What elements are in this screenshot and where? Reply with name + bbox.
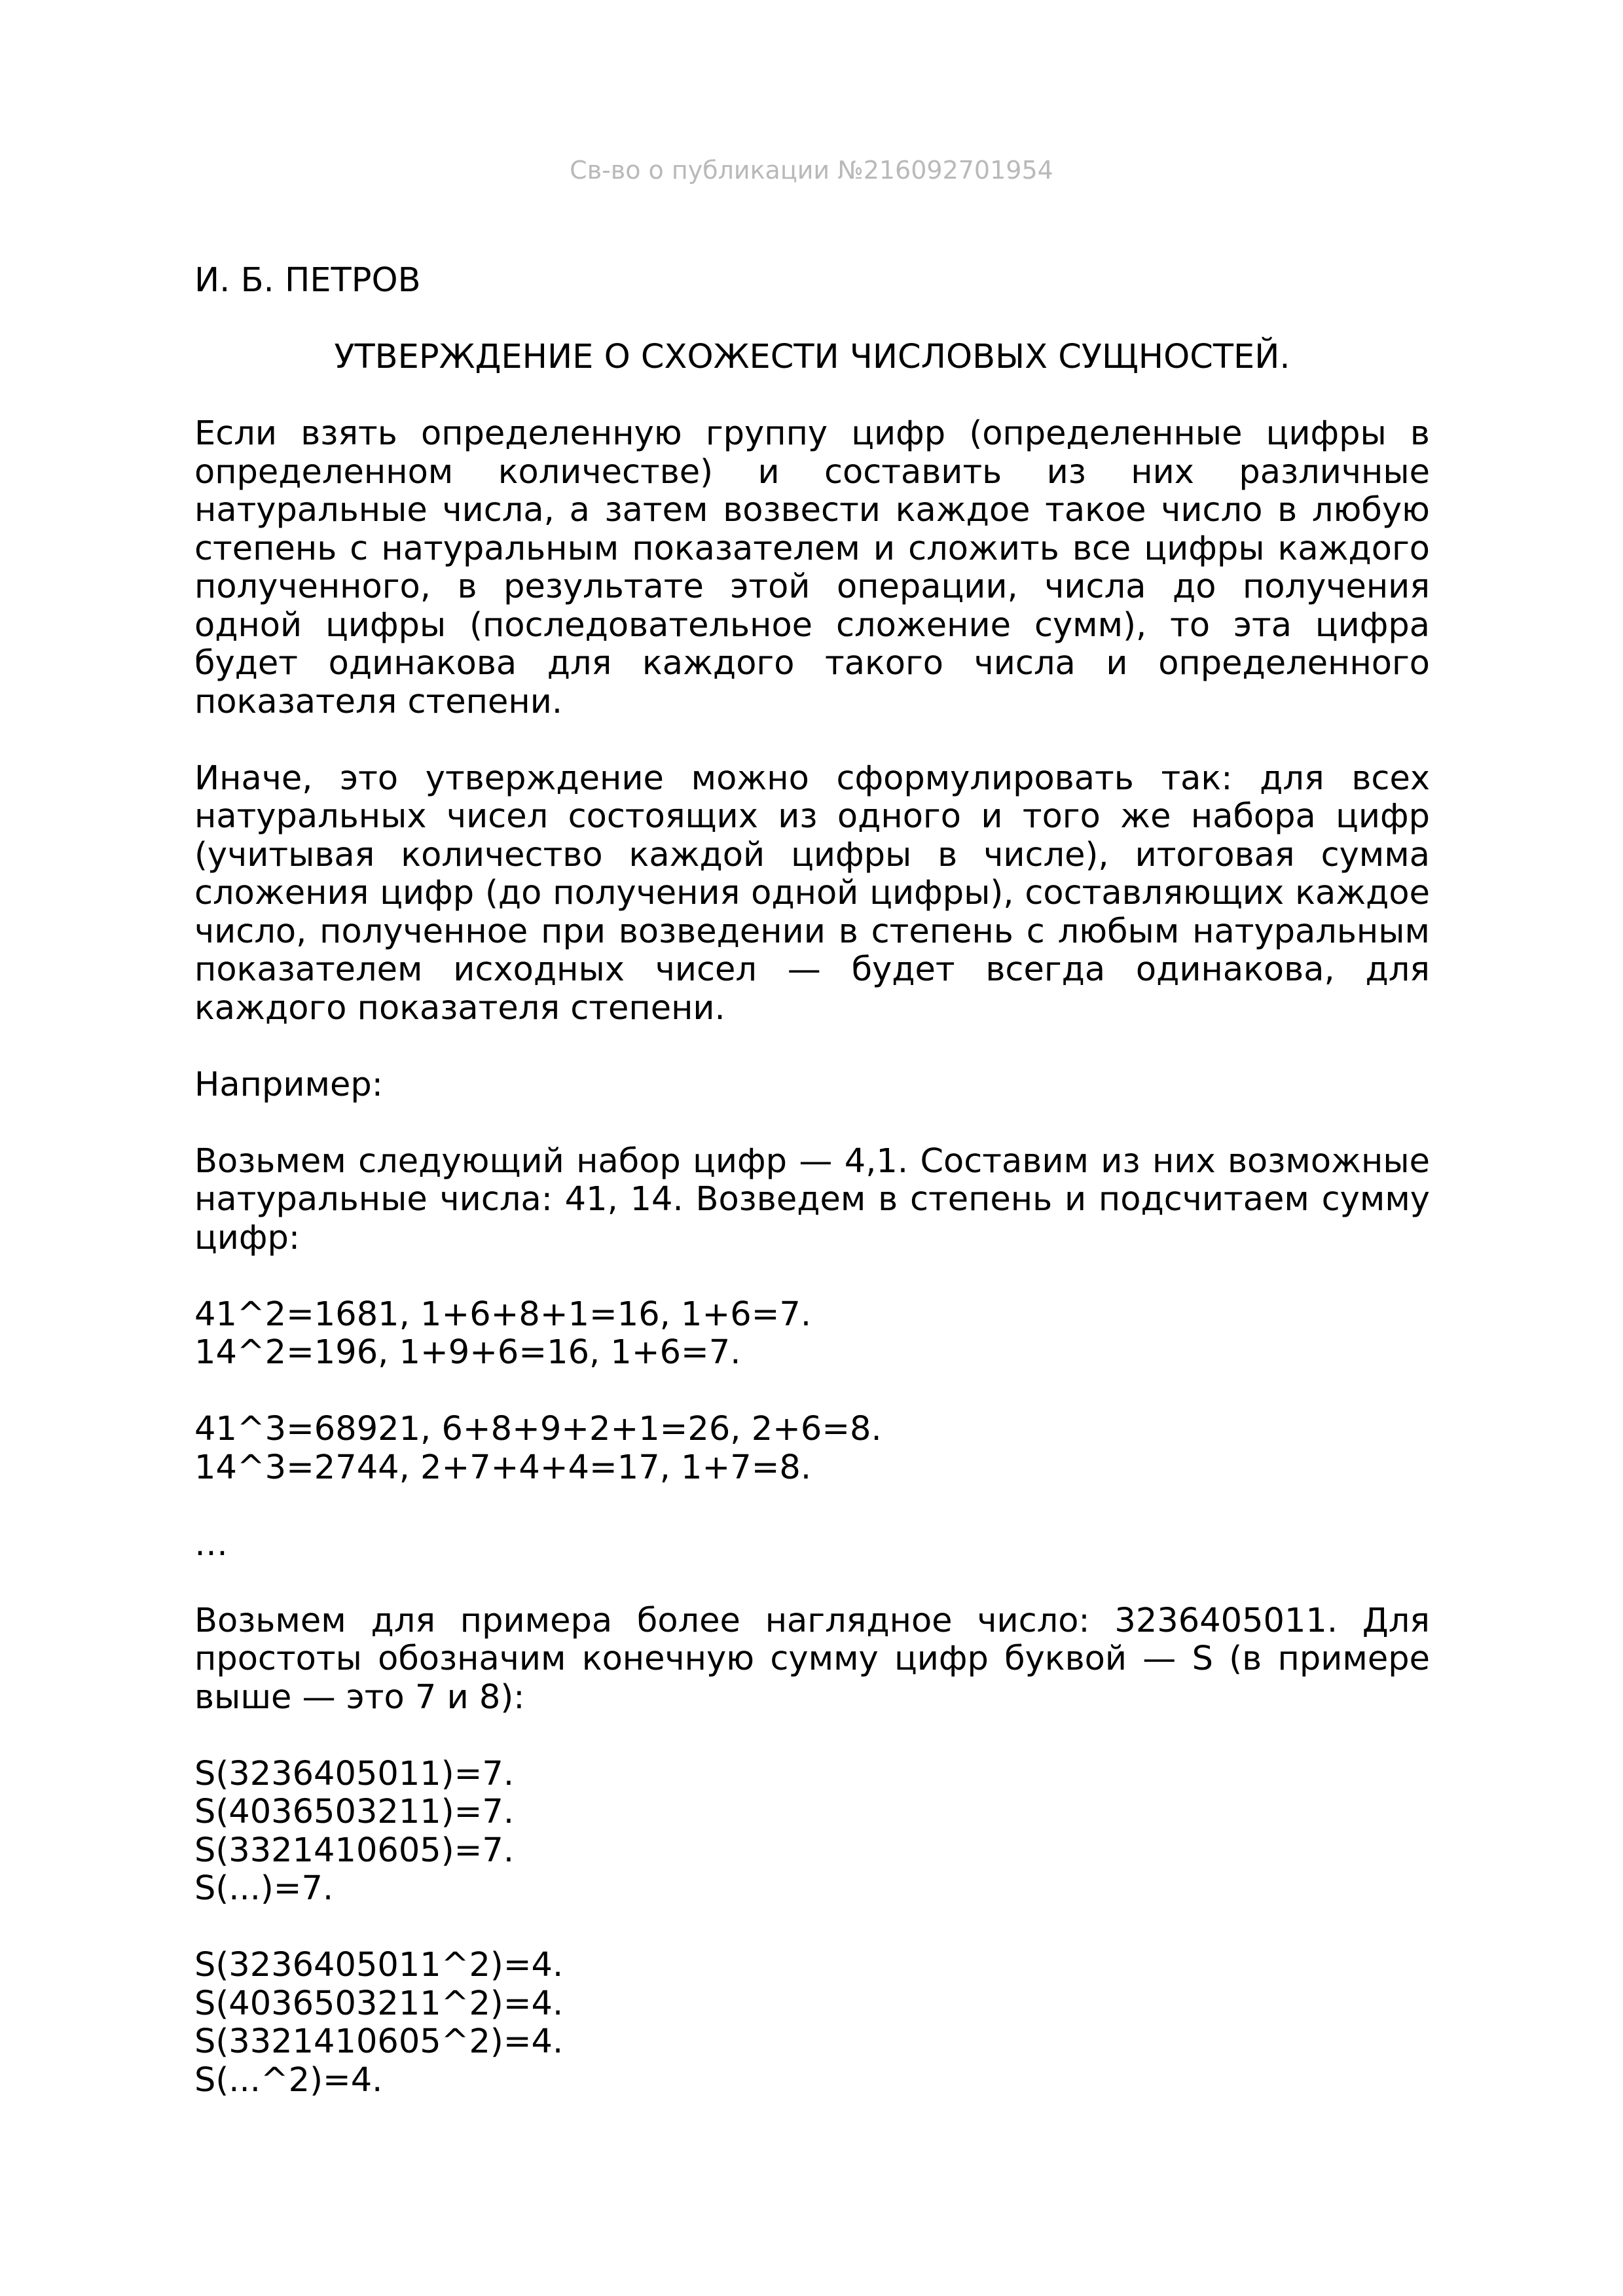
s-square-line: S(...^2)=4. xyxy=(194,2060,383,2100)
s-square-line: S(3321410605^2)=4. xyxy=(194,2022,564,2061)
s-value-line: S(...)=7. xyxy=(194,1869,334,1908)
s-square-line: S(4036503211^2)=4. xyxy=(194,1984,564,2023)
s-value-line: S(3236405011)=7. xyxy=(194,1754,515,1793)
publication-note: Св-во о публикации №216092701954 xyxy=(570,156,1053,185)
example-line: 41^2=1681, 1+6+8+1=16, 1+6=7. xyxy=(194,1295,812,1334)
paragraph-statement: Если взять определенную группу цифр (определенные цифры в определенном количестве) и составить из них различные натуральные числа, а затем возвести каждое такое число в любую степень с натуральным показателем и сложить все цифры каждого полученного, в результате этой операции, числа до получения одной цифры (последовательное сложение сумм), то эта цифра будет одинакова для каждого такого числа и определенного показателя степени. xyxy=(194,414,1430,721)
s-values-list xyxy=(194,1755,1430,1909)
s-squares-list xyxy=(194,1946,1430,2100)
author-name: И. Б. ПЕТРОВ xyxy=(194,261,421,300)
document-title: УТВЕРЖДЕНИЕ О СХОЖЕСТИ ЧИСЛОВЫХ СУЩНОСТЕЙ. xyxy=(334,338,1290,376)
paragraph-example-heading: Например: xyxy=(194,1065,383,1104)
example-line: 14^3=2744, 2+7+4+4=17, 1+7=8. xyxy=(194,1448,812,1487)
example-squares xyxy=(194,1296,1430,1372)
example-cubes xyxy=(194,1410,1430,1487)
s-value-line: S(4036503211)=7. xyxy=(194,1793,515,1831)
s-square-line: S(3236405011^2)=4. xyxy=(194,1946,564,1984)
paragraph-reformulation: Иначе, это утверждение можно сформулировать так: для всех натуральных чисел состоящих из одного и того же набора цифр (учитывая количество каждой цифры в числе), итоговая сумма сложения цифр (до получения одной цифры), составляющих каждое число, полученное при возведении в степень с любым натуральным показателем исходных чисел — будет всегда одинакова, для каждого показателя степени. xyxy=(194,759,1430,1028)
ellipsis: … xyxy=(194,1524,228,1564)
paragraph-example-intro: Возьмем следующий набор цифр — 4,1. Составим из них возможные натуральные числа: 41, 14. Возведем в степень и подсчитаем сумму цифр: xyxy=(194,1141,1430,1257)
document-body xyxy=(194,262,1430,2100)
example-line: 41^3=68921, 6+8+9+2+1=26, 2+6=8. xyxy=(194,1410,882,1448)
example-line: 14^2=196, 1+9+6=16, 1+6=7. xyxy=(194,1333,741,1372)
s-value-line: S(3321410605)=7. xyxy=(194,1831,515,1870)
paragraph-notation: Возьмем для примера более наглядное число: 3236405011. Для простоты обозначим конечную сумму цифр буквой — S (в примере выше — это 7 и 8): xyxy=(194,1601,1430,1717)
